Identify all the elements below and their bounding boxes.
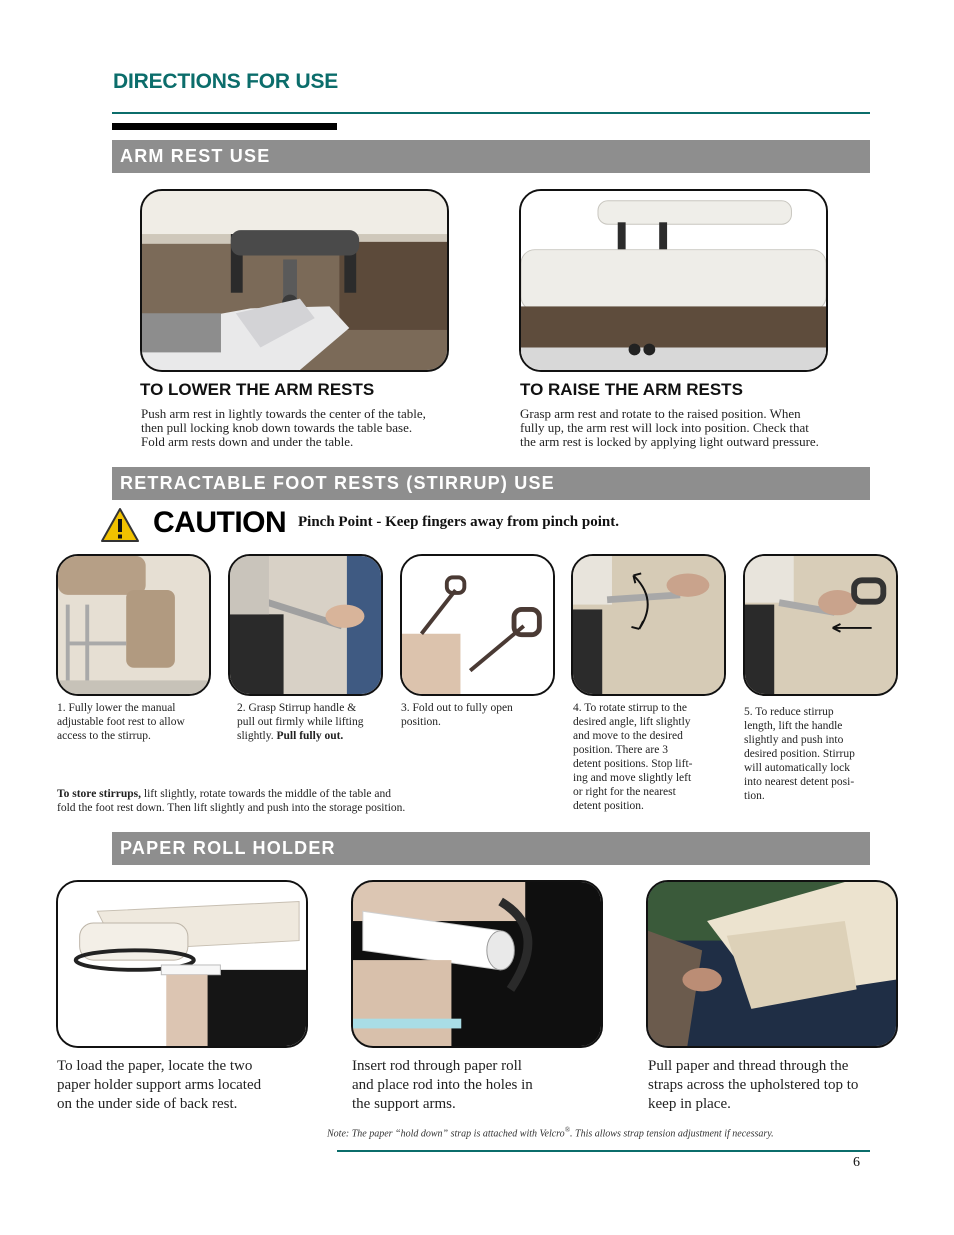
page-title: DIRECTIONS FOR USE xyxy=(113,70,339,93)
photo-stirrup-step-5 xyxy=(743,554,898,696)
caution-message: Pinch Point - Keep fingers away from pinch point. xyxy=(298,514,619,530)
caption-stirrup-step-4: 4. To rotate stirrup to the desired angle, lift slightly and move to the desired position. There are 3 detent positions. Stop lift- ing and move slightly left or right for the nearest detent position. xyxy=(573,702,693,812)
caption-paper-roll-3: Pull paper and thread through the straps across the upholstered top to keep in place. xyxy=(648,1058,859,1112)
photo-stirrup-step-4 xyxy=(571,554,726,696)
velcro-note: Note: The paper “hold down” strap is attached with Velcro®. This allows strap tension adjustment if necessary. xyxy=(327,1126,774,1140)
page-number: 6 xyxy=(853,1155,860,1170)
caption-paper-roll-1: To load the paper, locate the two paper holder support arms located on the under side of back rest. xyxy=(57,1058,262,1112)
title-rule xyxy=(112,112,870,114)
text-store-stirrups: To store stirrups, lift slightly, rotate towards the middle of the table and fold the foot rest down. Then lift slightly and push into the storage position. xyxy=(57,788,406,814)
caution-label: CAUTION xyxy=(153,506,287,539)
text-raise-arm-rests: Grasp arm rest and rotate to the raised position. When fully up, the arm rest will lock into position. Check that the arm rest is locked by applying light outward pressure. xyxy=(520,406,819,449)
photo-paper-roll-2 xyxy=(351,880,603,1048)
section-heading-stirrup: RETRACTABLE FOOT RESTS (STIRRUP) USE xyxy=(112,467,870,500)
photo-stirrup-step-1 xyxy=(56,554,211,696)
photo-paper-roll-1 xyxy=(56,880,308,1048)
caption-paper-roll-2: Insert rod through paper roll and place rod into the holes in the support arms. xyxy=(352,1058,533,1112)
title-accent-bar xyxy=(112,123,337,130)
heading-raise-arm-rests: TO RAISE THE ARM RESTS xyxy=(520,380,743,399)
heading-lower-arm-rests: TO LOWER THE ARM RESTS xyxy=(140,380,375,399)
section-heading-arm-rest: ARM REST USE xyxy=(112,140,870,173)
photo-raise-arm-rest xyxy=(519,189,828,372)
photo-paper-roll-3 xyxy=(646,880,898,1048)
caption-stirrup-step-2: 2. Grasp Stirrup handle & pull out firmly while lifting slightly. Pull fully out. xyxy=(237,702,364,742)
warning-triangle-icon xyxy=(100,506,140,544)
caption-stirrup-step-1: 1. Fully lower the manual adjustable foot rest to allow access to the stirrup. xyxy=(57,702,185,742)
photo-stirrup-step-2 xyxy=(228,554,383,696)
section-heading-paper-roll: PAPER ROLL HOLDER xyxy=(112,832,870,865)
caption-stirrup-step-3: 3. Fold out to fully open position. xyxy=(401,702,513,728)
footer-rule xyxy=(337,1150,870,1152)
caption-stirrup-step-5: 5. To reduce stirrup length, lift the handle slightly and push into desired position. Stirrup will automatically lock into nearest detent posi- tion. xyxy=(744,706,855,802)
photo-lower-arm-rest xyxy=(140,189,449,372)
text-lower-arm-rests: Push arm rest in lightly towards the center of the table, then pull locking knob down towards the table base. Fold arm rests down and under the table. xyxy=(141,406,426,449)
photo-stirrup-step-3 xyxy=(400,554,555,696)
